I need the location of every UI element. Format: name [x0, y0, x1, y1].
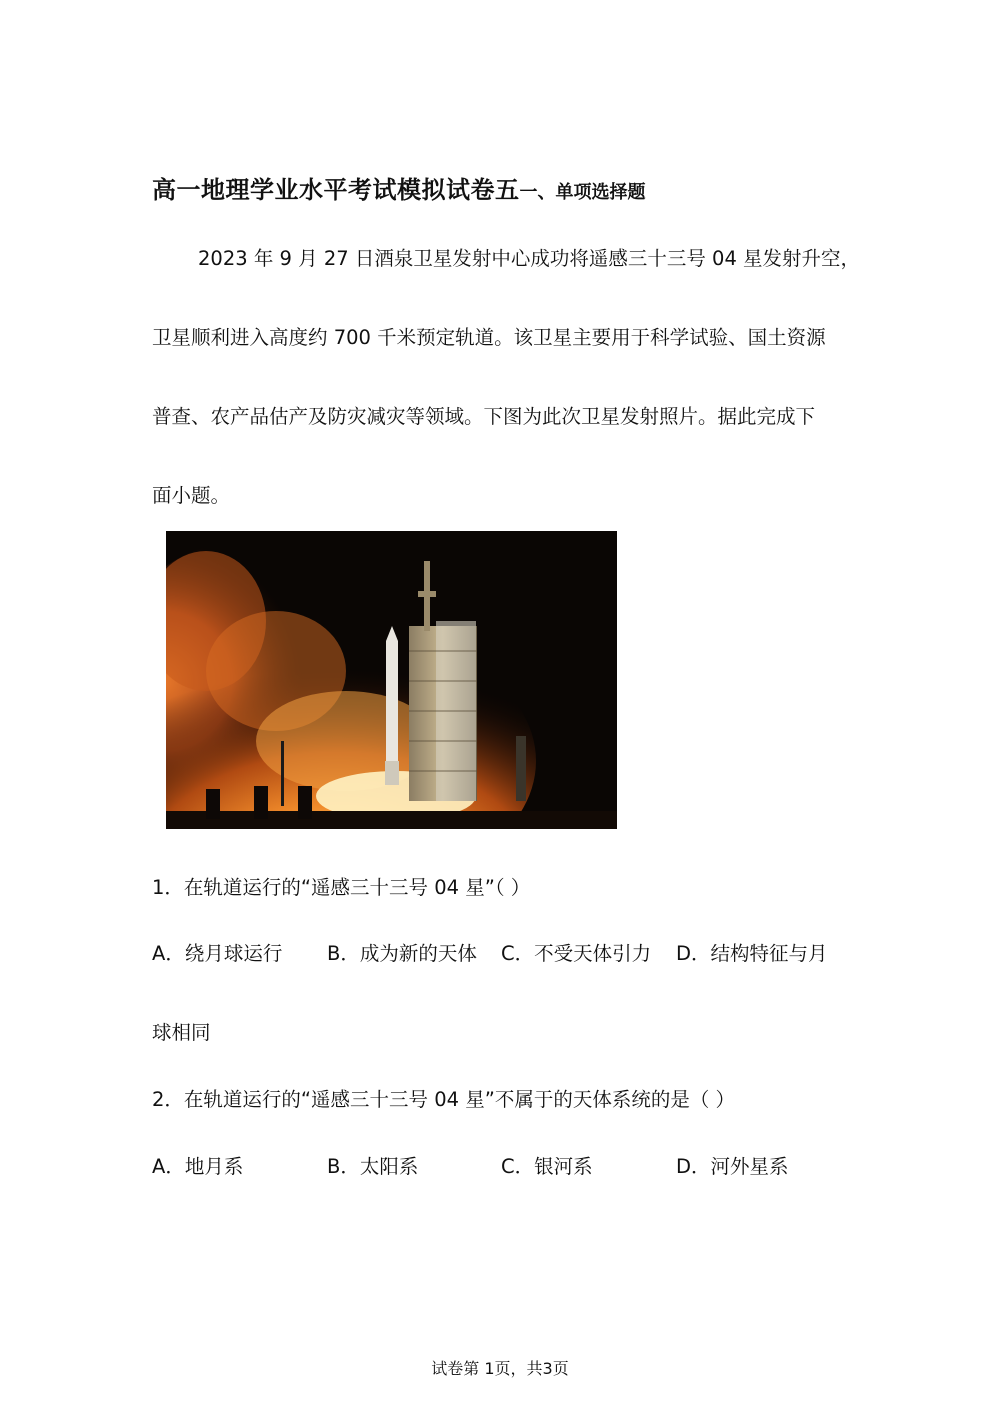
question-2-option-b[interactable]: B．太阳系 — [327, 1155, 419, 1178]
rocket-launch-photo — [166, 531, 617, 829]
page-title: 高一地理学业水平考试模拟试卷五 — [152, 176, 520, 204]
passage-line: 普查、农产品估产及防灾减灾等领域。下图为此次卫星发射照片。据此完成下 — [152, 405, 816, 428]
question-1-stem: 1．在轨道运行的“遥感三十三号 04 星”（ ） — [152, 876, 531, 899]
passage-line: 卫星顺利进入高度约 700 千米预定轨道。该卫星主要用于科学试验、国土资源 — [152, 326, 826, 349]
section-heading: 一、单项选择题 — [519, 182, 646, 203]
page-footer: 试卷第 1页，共3页 — [431, 1359, 569, 1378]
exam-title — [152, 170, 646, 205]
question-1-option-a[interactable]: A．绕月球运行 — [152, 942, 283, 965]
question-2-option-c[interactable]: C．银河系 — [501, 1155, 593, 1178]
passage-line: 面小题。 — [152, 484, 231, 507]
question-1-option-d[interactable]: D．结构特征与月 — [676, 942, 828, 965]
question-2-option-d[interactable]: D．河外星系 — [676, 1155, 789, 1178]
question-1-option-b[interactable]: B．成为新的天体 — [327, 942, 477, 965]
question-1-option-d-continuation: 球相同 — [152, 1021, 211, 1044]
passage-line: 2023 年 9 月 27 日酒泉卫星发射中心成功将遥感三十三号 04 星发射升空， — [198, 247, 861, 270]
question-2-stem: 2．在轨道运行的“遥感三十三号 04 星”不属于的天体系统的是（ ） — [152, 1088, 736, 1111]
question-2-option-a[interactable]: A．地月系 — [152, 1155, 244, 1178]
question-1-option-c[interactable]: C．不受天体引力 — [501, 942, 652, 965]
